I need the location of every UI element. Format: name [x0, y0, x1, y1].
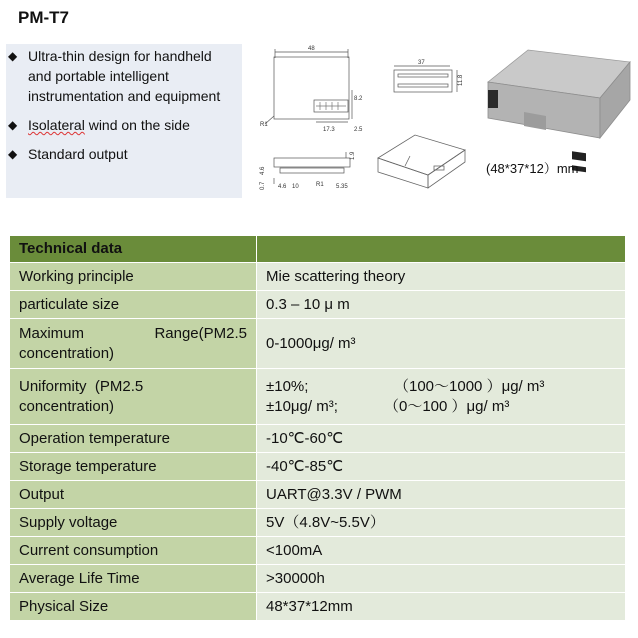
top-view-drawing: [265, 49, 352, 124]
uniformity-range: （100～1000 ）μg/ m³: [394, 377, 545, 395]
table-header-cell: Technical data: [10, 236, 257, 263]
row-label: [10, 369, 257, 425]
row-value: 48*37*12mm: [257, 593, 626, 621]
row-label-part: (PM2.5: [94, 377, 144, 395]
table-header-row: [10, 236, 626, 263]
row-label: Output: [10, 481, 257, 509]
row-value: -10℃-60℃: [257, 425, 626, 453]
row-label: Working principle: [10, 263, 257, 291]
diamond-icon: ◆: [8, 49, 18, 63]
row-label-part: Range(PM2.5: [154, 324, 247, 342]
table-row: [10, 593, 626, 621]
size-note: (48*37*12）mm: [486, 161, 579, 176]
row-value: <100mA: [257, 537, 626, 565]
row-label: Operation temperature: [10, 425, 257, 453]
dimension-label: 11.8: [458, 74, 464, 86]
table-row: [10, 369, 626, 425]
row-value: >30000h: [257, 565, 626, 593]
row-value: [257, 369, 626, 425]
row-label: Average Life Time: [10, 565, 257, 593]
technical-data-table: [9, 235, 626, 621]
dimension-label: 2.5: [354, 127, 363, 133]
dimension-label: 8.2: [354, 96, 363, 102]
dimension-label: 37: [418, 60, 425, 66]
dimension-label: 48: [308, 46, 315, 52]
dimension-label: 5.35: [336, 184, 348, 190]
table-row: [10, 263, 626, 291]
diamond-icon: ◆: [8, 147, 18, 161]
row-value: Mie scattering theory: [257, 263, 626, 291]
row-label-part: concentration): [19, 397, 115, 415]
isometric-sketch: [378, 135, 465, 188]
dimension-label: 0.7: [260, 181, 266, 190]
dimension-label: 10: [292, 184, 299, 190]
row-label: Storage temperature: [10, 453, 257, 481]
row-label: Supply voltage: [10, 509, 257, 537]
uniformity-abs: ±10%;: [266, 377, 309, 395]
table-header-cell: [257, 236, 626, 263]
product-photo: [488, 50, 630, 172]
feature-text: Ultra-thin design for handheld and portable intelligent instrumentation and equipment: [28, 48, 221, 104]
table-row: [10, 291, 626, 319]
row-label: particulate size: [10, 291, 257, 319]
row-value: 0.3 – 10 μ m: [257, 291, 626, 319]
front-view-drawing: [394, 66, 457, 92]
table-row: [10, 537, 626, 565]
row-label-part: concentration): [19, 344, 115, 362]
feature-item: [8, 144, 238, 164]
row-label: Current consumption: [10, 537, 257, 565]
table-row: [10, 481, 626, 509]
diamond-icon: ◆: [8, 118, 18, 132]
table-row: [10, 425, 626, 453]
spellcheck-word: Isolateral: [28, 117, 85, 133]
uniformity-range: （0～100 ）μg/ m³: [384, 397, 510, 415]
table-row: [10, 319, 626, 369]
row-label-part: Maximum: [19, 324, 85, 342]
technical-drawings: [250, 40, 635, 210]
dimension-label: 4.6: [278, 184, 287, 190]
table-row: [10, 509, 626, 537]
dimension-label: 17.3: [323, 127, 335, 133]
feature-text: Standard output: [28, 146, 128, 162]
feature-list: [6, 44, 242, 198]
dimension-label: 1.9: [350, 151, 356, 160]
uniformity-abs: ±10μg/ m³;: [266, 397, 338, 415]
table-row: [10, 453, 626, 481]
feature-text: [28, 115, 238, 135]
dimension-label: 4.6: [260, 166, 266, 175]
feature-item: [8, 115, 238, 135]
row-label: [10, 319, 257, 369]
dimension-label: R1: [316, 182, 324, 188]
dimension-label: R1: [260, 122, 268, 128]
row-label: Physical Size: [10, 593, 257, 621]
feature-item: [8, 46, 238, 106]
row-label-part: Uniformity: [19, 377, 87, 395]
row-value: 0-1000μg/ m³: [257, 319, 626, 369]
row-value: -40℃-85℃: [257, 453, 626, 481]
row-value: UART@3.3V / PWM: [257, 481, 626, 509]
table-row: [10, 565, 626, 593]
page-title: PM-T7: [18, 8, 69, 27]
row-value: 5V（4.8V~5.5V）: [257, 509, 626, 537]
side-view-drawing: [274, 152, 350, 184]
feature-text-rest: wind on the side: [84, 117, 190, 133]
